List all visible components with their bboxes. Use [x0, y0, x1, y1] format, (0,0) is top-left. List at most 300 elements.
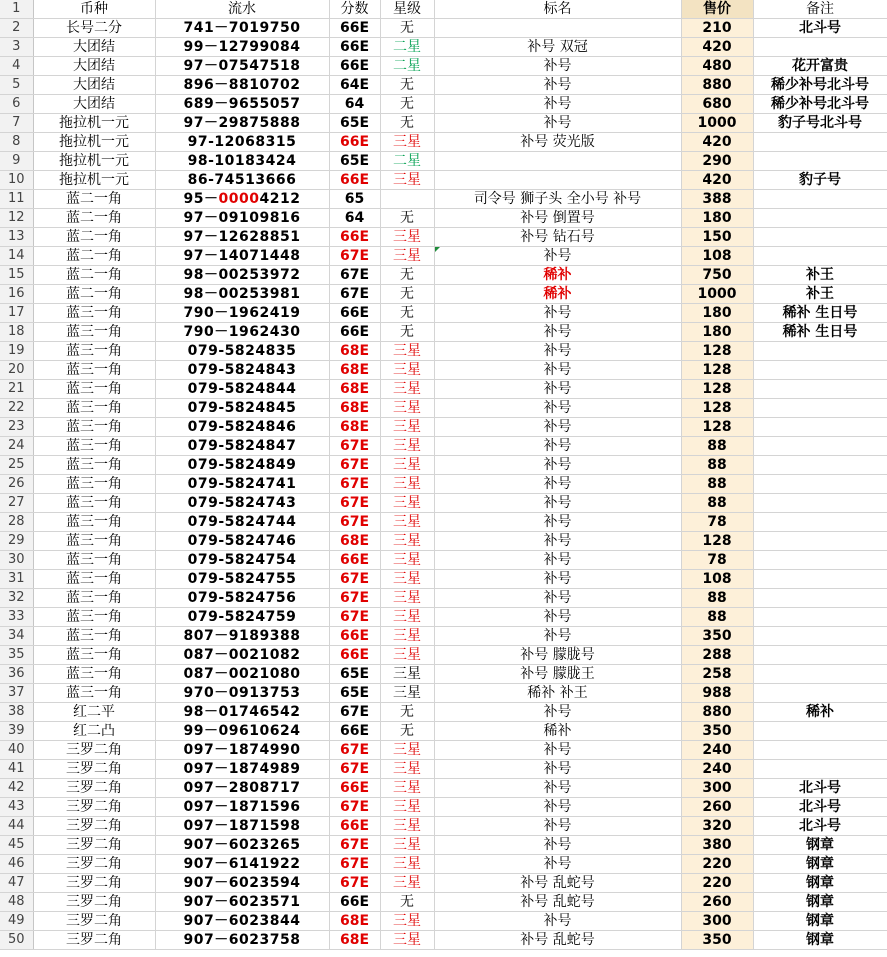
cell-star[interactable]: 三星 — [380, 532, 434, 551]
cell-label[interactable]: 补号 — [434, 342, 681, 361]
row-number[interactable]: 46 — [0, 855, 33, 874]
cell-label[interactable]: 补号 — [434, 627, 681, 646]
cell-label[interactable]: 补号 — [434, 456, 681, 475]
cell-score[interactable]: 66E — [329, 893, 380, 912]
cell-note[interactable] — [753, 665, 887, 684]
cell-coin[interactable]: 三罗二角 — [33, 893, 155, 912]
cell-coin[interactable]: 拖拉机一元 — [33, 114, 155, 133]
cell-score[interactable]: 66E — [329, 551, 380, 570]
row-number[interactable]: 27 — [0, 494, 33, 513]
cell-star[interactable]: 三星 — [380, 361, 434, 380]
cell-price[interactable]: 1000 — [681, 114, 753, 133]
cell-serial[interactable]: 807－9189388 — [155, 627, 329, 646]
cell-score[interactable]: 66E — [329, 817, 380, 836]
cell-note[interactable]: 花开富贵 — [753, 57, 887, 76]
cell-label[interactable]: 补号 — [434, 494, 681, 513]
cell-star[interactable]: 三星 — [380, 608, 434, 627]
row-number[interactable]: 12 — [0, 209, 33, 228]
cell-star[interactable]: 无 — [380, 209, 434, 228]
cell-note[interactable]: 钢章 — [753, 836, 887, 855]
cell-note[interactable]: 钢章 — [753, 874, 887, 893]
cell-serial[interactable]: 087－0021080 — [155, 665, 329, 684]
row-number[interactable]: 25 — [0, 456, 33, 475]
cell-note[interactable] — [753, 589, 887, 608]
cell-coin[interactable]: 红二平 — [33, 703, 155, 722]
row-number[interactable]: 29 — [0, 532, 33, 551]
cell-price[interactable]: 320 — [681, 817, 753, 836]
cell-star[interactable]: 三星 — [380, 437, 434, 456]
cell-score[interactable]: 65E — [329, 152, 380, 171]
cell-score[interactable]: 67E — [329, 741, 380, 760]
cell-score[interactable]: 67E — [329, 874, 380, 893]
cell-score[interactable]: 66E — [329, 323, 380, 342]
cell-serial[interactable]: 087－0021082 — [155, 646, 329, 665]
cell-coin[interactable]: 蓝三一角 — [33, 380, 155, 399]
cell-label[interactable]: 补号 — [434, 912, 681, 931]
cell-note[interactable]: 北斗号 — [753, 798, 887, 817]
cell-star[interactable]: 无 — [380, 703, 434, 722]
row-number[interactable]: 45 — [0, 836, 33, 855]
cell-score[interactable]: 66E — [329, 38, 380, 57]
cell-price[interactable]: 128 — [681, 532, 753, 551]
cell-coin[interactable]: 蓝三一角 — [33, 418, 155, 437]
cell-label[interactable]: 补号 乱蛇号 — [434, 931, 681, 950]
cell-label[interactable]: 补号 — [434, 855, 681, 874]
cell-serial[interactable]: 097－1871596 — [155, 798, 329, 817]
cell-coin[interactable]: 大团结 — [33, 95, 155, 114]
row-number[interactable]: 48 — [0, 893, 33, 912]
cell-coin[interactable]: 蓝三一角 — [33, 627, 155, 646]
cell-price[interactable]: 180 — [681, 209, 753, 228]
cell-note[interactable] — [753, 228, 887, 247]
header-note[interactable]: 备注 — [753, 0, 887, 19]
row-number[interactable]: 21 — [0, 380, 33, 399]
cell-coin[interactable]: 蓝二一角 — [33, 285, 155, 304]
cell-coin[interactable]: 蓝二一角 — [33, 190, 155, 209]
cell-price[interactable]: 88 — [681, 608, 753, 627]
cell-serial[interactable]: 079-5824845 — [155, 399, 329, 418]
cell-label[interactable]: 补号 — [434, 589, 681, 608]
cell-coin[interactable]: 三罗二角 — [33, 760, 155, 779]
cell-coin[interactable]: 蓝三一角 — [33, 323, 155, 342]
cell-score[interactable]: 67E — [329, 285, 380, 304]
cell-label[interactable]: 补号 — [434, 95, 681, 114]
cell-price[interactable]: 880 — [681, 703, 753, 722]
cell-label[interactable]: 补号 — [434, 323, 681, 342]
cell-coin[interactable]: 蓝三一角 — [33, 684, 155, 703]
cell-score[interactable]: 67E — [329, 798, 380, 817]
cell-price[interactable]: 750 — [681, 266, 753, 285]
cell-score[interactable]: 67E — [329, 703, 380, 722]
cell-serial[interactable]: 097－1874989 — [155, 760, 329, 779]
cell-score[interactable]: 64 — [329, 209, 380, 228]
cell-note[interactable]: 补王 — [753, 285, 887, 304]
cell-label[interactable]: 补号 — [434, 57, 681, 76]
cell-price[interactable]: 420 — [681, 38, 753, 57]
cell-star[interactable]: 三星 — [380, 684, 434, 703]
cell-star[interactable]: 二星 — [380, 57, 434, 76]
cell-star[interactable]: 三星 — [380, 380, 434, 399]
row-number[interactable]: 49 — [0, 912, 33, 931]
cell-label[interactable]: 补号 — [434, 76, 681, 95]
row-number[interactable]: 37 — [0, 684, 33, 703]
cell-price[interactable]: 108 — [681, 247, 753, 266]
cell-coin[interactable]: 大团结 — [33, 38, 155, 57]
cell-price[interactable]: 128 — [681, 342, 753, 361]
cell-coin[interactable]: 三罗二角 — [33, 836, 155, 855]
cell-label[interactable]: 补号 荧光版 — [434, 133, 681, 152]
cell-serial[interactable]: 97－29875888 — [155, 114, 329, 133]
cell-score[interactable]: 67E — [329, 608, 380, 627]
cell-label[interactable]: 补号 乱蛇号 — [434, 874, 681, 893]
cell-price[interactable]: 300 — [681, 779, 753, 798]
cell-score[interactable]: 67E — [329, 456, 380, 475]
cell-star[interactable]: 三星 — [380, 798, 434, 817]
cell-star[interactable]: 三星 — [380, 627, 434, 646]
cell-score[interactable]: 65E — [329, 684, 380, 703]
cell-coin[interactable]: 蓝二一角 — [33, 209, 155, 228]
cell-score[interactable]: 67E — [329, 437, 380, 456]
cell-score[interactable]: 66E — [329, 171, 380, 190]
cell-price[interactable]: 88 — [681, 494, 753, 513]
cell-serial[interactable]: 079-5824846 — [155, 418, 329, 437]
cell-price[interactable]: 210 — [681, 19, 753, 38]
cell-serial[interactable]: 097－1874990 — [155, 741, 329, 760]
cell-coin[interactable]: 蓝三一角 — [33, 570, 155, 589]
row-number[interactable]: 19 — [0, 342, 33, 361]
cell-label[interactable]: 补号 — [434, 475, 681, 494]
cell-price[interactable]: 128 — [681, 361, 753, 380]
cell-note[interactable] — [753, 494, 887, 513]
row-number[interactable]: 40 — [0, 741, 33, 760]
cell-serial[interactable]: 079-5824756 — [155, 589, 329, 608]
cell-label[interactable]: 补号 — [434, 418, 681, 437]
cell-label[interactable]: 补号 — [434, 304, 681, 323]
cell-serial[interactable]: 079-5824844 — [155, 380, 329, 399]
row-number[interactable]: 10 — [0, 171, 33, 190]
cell-score[interactable]: 65 — [329, 190, 380, 209]
cell-price[interactable]: 180 — [681, 304, 753, 323]
cell-serial[interactable]: 097－1871598 — [155, 817, 329, 836]
cell-label[interactable]: 稀补 补王 — [434, 684, 681, 703]
cell-serial[interactable]: 079-5824843 — [155, 361, 329, 380]
cell-note[interactable] — [753, 760, 887, 779]
cell-star[interactable]: 三星 — [380, 912, 434, 931]
cell-price[interactable]: 350 — [681, 627, 753, 646]
row-number[interactable]: 33 — [0, 608, 33, 627]
cell-score[interactable]: 66E — [329, 304, 380, 323]
cell-serial[interactable]: 970－0913753 — [155, 684, 329, 703]
cell-serial[interactable]: 079-5824744 — [155, 513, 329, 532]
row-number[interactable]: 32 — [0, 589, 33, 608]
cell-label[interactable]: 补号 — [434, 760, 681, 779]
row-number[interactable]: 23 — [0, 418, 33, 437]
cell-price[interactable]: 78 — [681, 513, 753, 532]
cell-coin[interactable]: 三罗二角 — [33, 912, 155, 931]
cell-note[interactable]: 稀少补号北斗号 — [753, 95, 887, 114]
cell-label[interactable]: 补号 — [434, 570, 681, 589]
cell-score[interactable]: 66E — [329, 779, 380, 798]
cell-star[interactable]: 无 — [380, 19, 434, 38]
header-coin[interactable]: 币种 — [33, 0, 155, 19]
cell-serial[interactable]: 790－1962419 — [155, 304, 329, 323]
cell-label[interactable]: 稀补 — [434, 722, 681, 741]
cell-label[interactable]: 补号 — [434, 741, 681, 760]
cell-coin[interactable]: 拖拉机一元 — [33, 152, 155, 171]
cell-star[interactable]: 无 — [380, 722, 434, 741]
cell-price[interactable]: 880 — [681, 76, 753, 95]
cell-serial[interactable]: 907－6023594 — [155, 874, 329, 893]
cell-score[interactable]: 66E — [329, 19, 380, 38]
cell-label[interactable] — [434, 171, 681, 190]
cell-star[interactable]: 无 — [380, 304, 434, 323]
cell-note[interactable] — [753, 209, 887, 228]
cell-score[interactable]: 64 — [329, 95, 380, 114]
cell-note[interactable]: 北斗号 — [753, 817, 887, 836]
cell-serial[interactable]: 079-5824755 — [155, 570, 329, 589]
cell-serial[interactable]: 97－12628851 — [155, 228, 329, 247]
row-number[interactable]: 39 — [0, 722, 33, 741]
cell-star[interactable]: 三星 — [380, 646, 434, 665]
cell-label[interactable]: 补号 朦胧王 — [434, 665, 681, 684]
row-number[interactable]: 44 — [0, 817, 33, 836]
cell-star[interactable]: 二星 — [380, 38, 434, 57]
cell-label[interactable]: 补号 — [434, 817, 681, 836]
cell-star[interactable]: 三星 — [380, 589, 434, 608]
cell-coin[interactable]: 蓝三一角 — [33, 304, 155, 323]
cell-score[interactable]: 67E — [329, 494, 380, 513]
cell-star[interactable]: 无 — [380, 114, 434, 133]
row-number[interactable]: 3 — [0, 38, 33, 57]
cell-star[interactable]: 三星 — [380, 931, 434, 950]
cell-serial[interactable]: 079-5824741 — [155, 475, 329, 494]
cell-score[interactable]: 68E — [329, 532, 380, 551]
cell-price[interactable]: 78 — [681, 551, 753, 570]
cell-serial[interactable]: 98－00253972 — [155, 266, 329, 285]
row-number[interactable]: 18 — [0, 323, 33, 342]
cell-star[interactable]: 三星 — [380, 855, 434, 874]
cell-score[interactable]: 67E — [329, 513, 380, 532]
cell-note[interactable] — [753, 380, 887, 399]
cell-label[interactable] — [434, 19, 681, 38]
cell-coin[interactable]: 蓝三一角 — [33, 361, 155, 380]
cell-star[interactable]: 三星 — [380, 399, 434, 418]
cell-serial[interactable]: 97－09109816 — [155, 209, 329, 228]
cell-note[interactable]: 钢章 — [753, 912, 887, 931]
header-star[interactable]: 星级 — [380, 0, 434, 19]
cell-price[interactable]: 300 — [681, 912, 753, 931]
row-number[interactable]: 34 — [0, 627, 33, 646]
cell-star[interactable]: 三星 — [380, 456, 434, 475]
cell-label[interactable]: 补号 — [434, 779, 681, 798]
cell-serial[interactable]: 896－8810702 — [155, 76, 329, 95]
cell-star[interactable] — [380, 190, 434, 209]
cell-note[interactable] — [753, 437, 887, 456]
cell-label[interactable]: 补号 — [434, 114, 681, 133]
cell-coin[interactable]: 大团结 — [33, 57, 155, 76]
cell-label[interactable]: 补号 — [434, 532, 681, 551]
cell-score[interactable]: 68E — [329, 931, 380, 950]
cell-coin[interactable]: 蓝二一角 — [33, 247, 155, 266]
header-score[interactable]: 分数 — [329, 0, 380, 19]
cell-star[interactable]: 三星 — [380, 760, 434, 779]
cell-coin[interactable]: 蓝三一角 — [33, 646, 155, 665]
cell-note[interactable] — [753, 361, 887, 380]
cell-note[interactable] — [753, 475, 887, 494]
cell-price[interactable]: 680 — [681, 95, 753, 114]
row-number[interactable]: 26 — [0, 475, 33, 494]
cell-price[interactable]: 380 — [681, 836, 753, 855]
cell-score[interactable]: 68E — [329, 418, 380, 437]
cell-coin[interactable]: 蓝三一角 — [33, 551, 155, 570]
cell-serial[interactable]: 907－6023758 — [155, 931, 329, 950]
cell-score[interactable]: 66E — [329, 627, 380, 646]
row-number[interactable]: 15 — [0, 266, 33, 285]
cell-note[interactable]: 补王 — [753, 266, 887, 285]
row-number[interactable]: 43 — [0, 798, 33, 817]
cell-price[interactable]: 988 — [681, 684, 753, 703]
cell-star[interactable]: 无 — [380, 266, 434, 285]
cell-score[interactable]: 67E — [329, 570, 380, 589]
cell-note[interactable] — [753, 133, 887, 152]
cell-note[interactable] — [753, 513, 887, 532]
cell-label[interactable] — [434, 152, 681, 171]
cell-coin[interactable]: 红二凸 — [33, 722, 155, 741]
cell-note[interactable] — [753, 741, 887, 760]
cell-star[interactable]: 三星 — [380, 342, 434, 361]
cell-price[interactable]: 420 — [681, 133, 753, 152]
row-number[interactable]: 31 — [0, 570, 33, 589]
cell-serial[interactable]: 907－6023844 — [155, 912, 329, 931]
cell-price[interactable]: 108 — [681, 570, 753, 589]
cell-coin[interactable]: 蓝三一角 — [33, 342, 155, 361]
cell-price[interactable]: 480 — [681, 57, 753, 76]
cell-label[interactable]: 稀补 — [434, 285, 681, 304]
cell-star[interactable]: 无 — [380, 893, 434, 912]
cell-score[interactable]: 68E — [329, 342, 380, 361]
cell-coin[interactable]: 三罗二角 — [33, 817, 155, 836]
cell-note[interactable]: 稀补 生日号 — [753, 304, 887, 323]
cell-serial[interactable]: 079-5824759 — [155, 608, 329, 627]
cell-label[interactable]: 补号 — [434, 361, 681, 380]
row-number[interactable]: 28 — [0, 513, 33, 532]
cell-note[interactable] — [753, 399, 887, 418]
cell-serial[interactable]: 079-5824835 — [155, 342, 329, 361]
cell-price[interactable]: 260 — [681, 893, 753, 912]
row-number[interactable]: 9 — [0, 152, 33, 171]
cell-note[interactable] — [753, 342, 887, 361]
cell-coin[interactable]: 蓝三一角 — [33, 475, 155, 494]
cell-price[interactable]: 260 — [681, 798, 753, 817]
cell-label[interactable]: 补号 双冠 — [434, 38, 681, 57]
cell-note[interactable] — [753, 38, 887, 57]
cell-note[interactable]: 钢章 — [753, 855, 887, 874]
cell-star[interactable]: 无 — [380, 323, 434, 342]
cell-price[interactable]: 88 — [681, 589, 753, 608]
cell-label[interactable]: 补号 — [434, 836, 681, 855]
cell-serial[interactable]: 079-5824754 — [155, 551, 329, 570]
cell-score[interactable]: 68E — [329, 912, 380, 931]
cell-coin[interactable]: 蓝二一角 — [33, 228, 155, 247]
cell-note[interactable]: 北斗号 — [753, 779, 887, 798]
cell-note[interactable]: 北斗号 — [753, 19, 887, 38]
cell-serial[interactable]: 99－12799084 — [155, 38, 329, 57]
cell-price[interactable]: 128 — [681, 399, 753, 418]
cell-label[interactable]: 补号 — [434, 608, 681, 627]
row-number[interactable]: 2 — [0, 19, 33, 38]
cell-note[interactable] — [753, 646, 887, 665]
row-number[interactable]: 8 — [0, 133, 33, 152]
cell-note[interactable] — [753, 532, 887, 551]
cell-star[interactable]: 无 — [380, 95, 434, 114]
cell-serial[interactable]: 98-10183424 — [155, 152, 329, 171]
cell-serial[interactable]: 079-5824743 — [155, 494, 329, 513]
cell-score[interactable]: 68E — [329, 361, 380, 380]
cell-label[interactable]: 补号 — [434, 551, 681, 570]
cell-coin[interactable]: 三罗二角 — [33, 874, 155, 893]
cell-serial[interactable]: 907－6141922 — [155, 855, 329, 874]
cell-coin[interactable]: 三罗二角 — [33, 779, 155, 798]
cell-coin[interactable]: 蓝三一角 — [33, 437, 155, 456]
cell-score[interactable]: 68E — [329, 380, 380, 399]
cell-serial[interactable]: 079-5824849 — [155, 456, 329, 475]
cell-note[interactable]: 稀补 — [753, 703, 887, 722]
cell-serial[interactable]: 98－00253981 — [155, 285, 329, 304]
cell-price[interactable]: 88 — [681, 456, 753, 475]
cell-coin[interactable]: 三罗二角 — [33, 798, 155, 817]
cell-serial[interactable]: 98－01746542 — [155, 703, 329, 722]
cell-coin[interactable]: 蓝二一角 — [33, 266, 155, 285]
cell-note[interactable] — [753, 722, 887, 741]
cell-note[interactable] — [753, 608, 887, 627]
cell-serial[interactable]: 097－2808717 — [155, 779, 329, 798]
cell-price[interactable]: 150 — [681, 228, 753, 247]
row-number[interactable]: 17 — [0, 304, 33, 323]
cell-serial[interactable]: 86-74513666 — [155, 171, 329, 190]
cell-coin[interactable]: 蓝三一角 — [33, 589, 155, 608]
cell-label[interactable]: 补号 倒置号 — [434, 209, 681, 228]
cell-coin[interactable]: 拖拉机一元 — [33, 133, 155, 152]
cell-note[interactable]: 豹子号 — [753, 171, 887, 190]
cell-star[interactable]: 无 — [380, 285, 434, 304]
cell-price[interactable]: 420 — [681, 171, 753, 190]
cell-serial[interactable]: 97－07547518 — [155, 57, 329, 76]
cell-price[interactable]: 128 — [681, 418, 753, 437]
cell-star[interactable]: 三星 — [380, 570, 434, 589]
cell-score[interactable]: 66E — [329, 228, 380, 247]
row-number[interactable]: 41 — [0, 760, 33, 779]
cell-price[interactable]: 88 — [681, 475, 753, 494]
row-number[interactable]: 24 — [0, 437, 33, 456]
cell-star[interactable]: 三星 — [380, 494, 434, 513]
cell-label[interactable]: 补号 钻石号 — [434, 228, 681, 247]
cell-label[interactable]: 补号 — [434, 399, 681, 418]
cell-note[interactable] — [753, 551, 887, 570]
cell-price[interactable]: 1000 — [681, 285, 753, 304]
cell-score[interactable]: 66E — [329, 133, 380, 152]
row-number[interactable]: 42 — [0, 779, 33, 798]
cell-serial[interactable]: 689－9655057 — [155, 95, 329, 114]
cell-note[interactable] — [753, 570, 887, 589]
row-number[interactable]: 1 — [0, 0, 33, 19]
row-number[interactable]: 14 — [0, 247, 33, 266]
cell-star[interactable]: 三星 — [380, 836, 434, 855]
cell-score[interactable]: 68E — [329, 399, 380, 418]
cell-label[interactable]: 补号 — [434, 703, 681, 722]
cell-score[interactable]: 67E — [329, 266, 380, 285]
cell-price[interactable]: 288 — [681, 646, 753, 665]
row-number[interactable]: 36 — [0, 665, 33, 684]
